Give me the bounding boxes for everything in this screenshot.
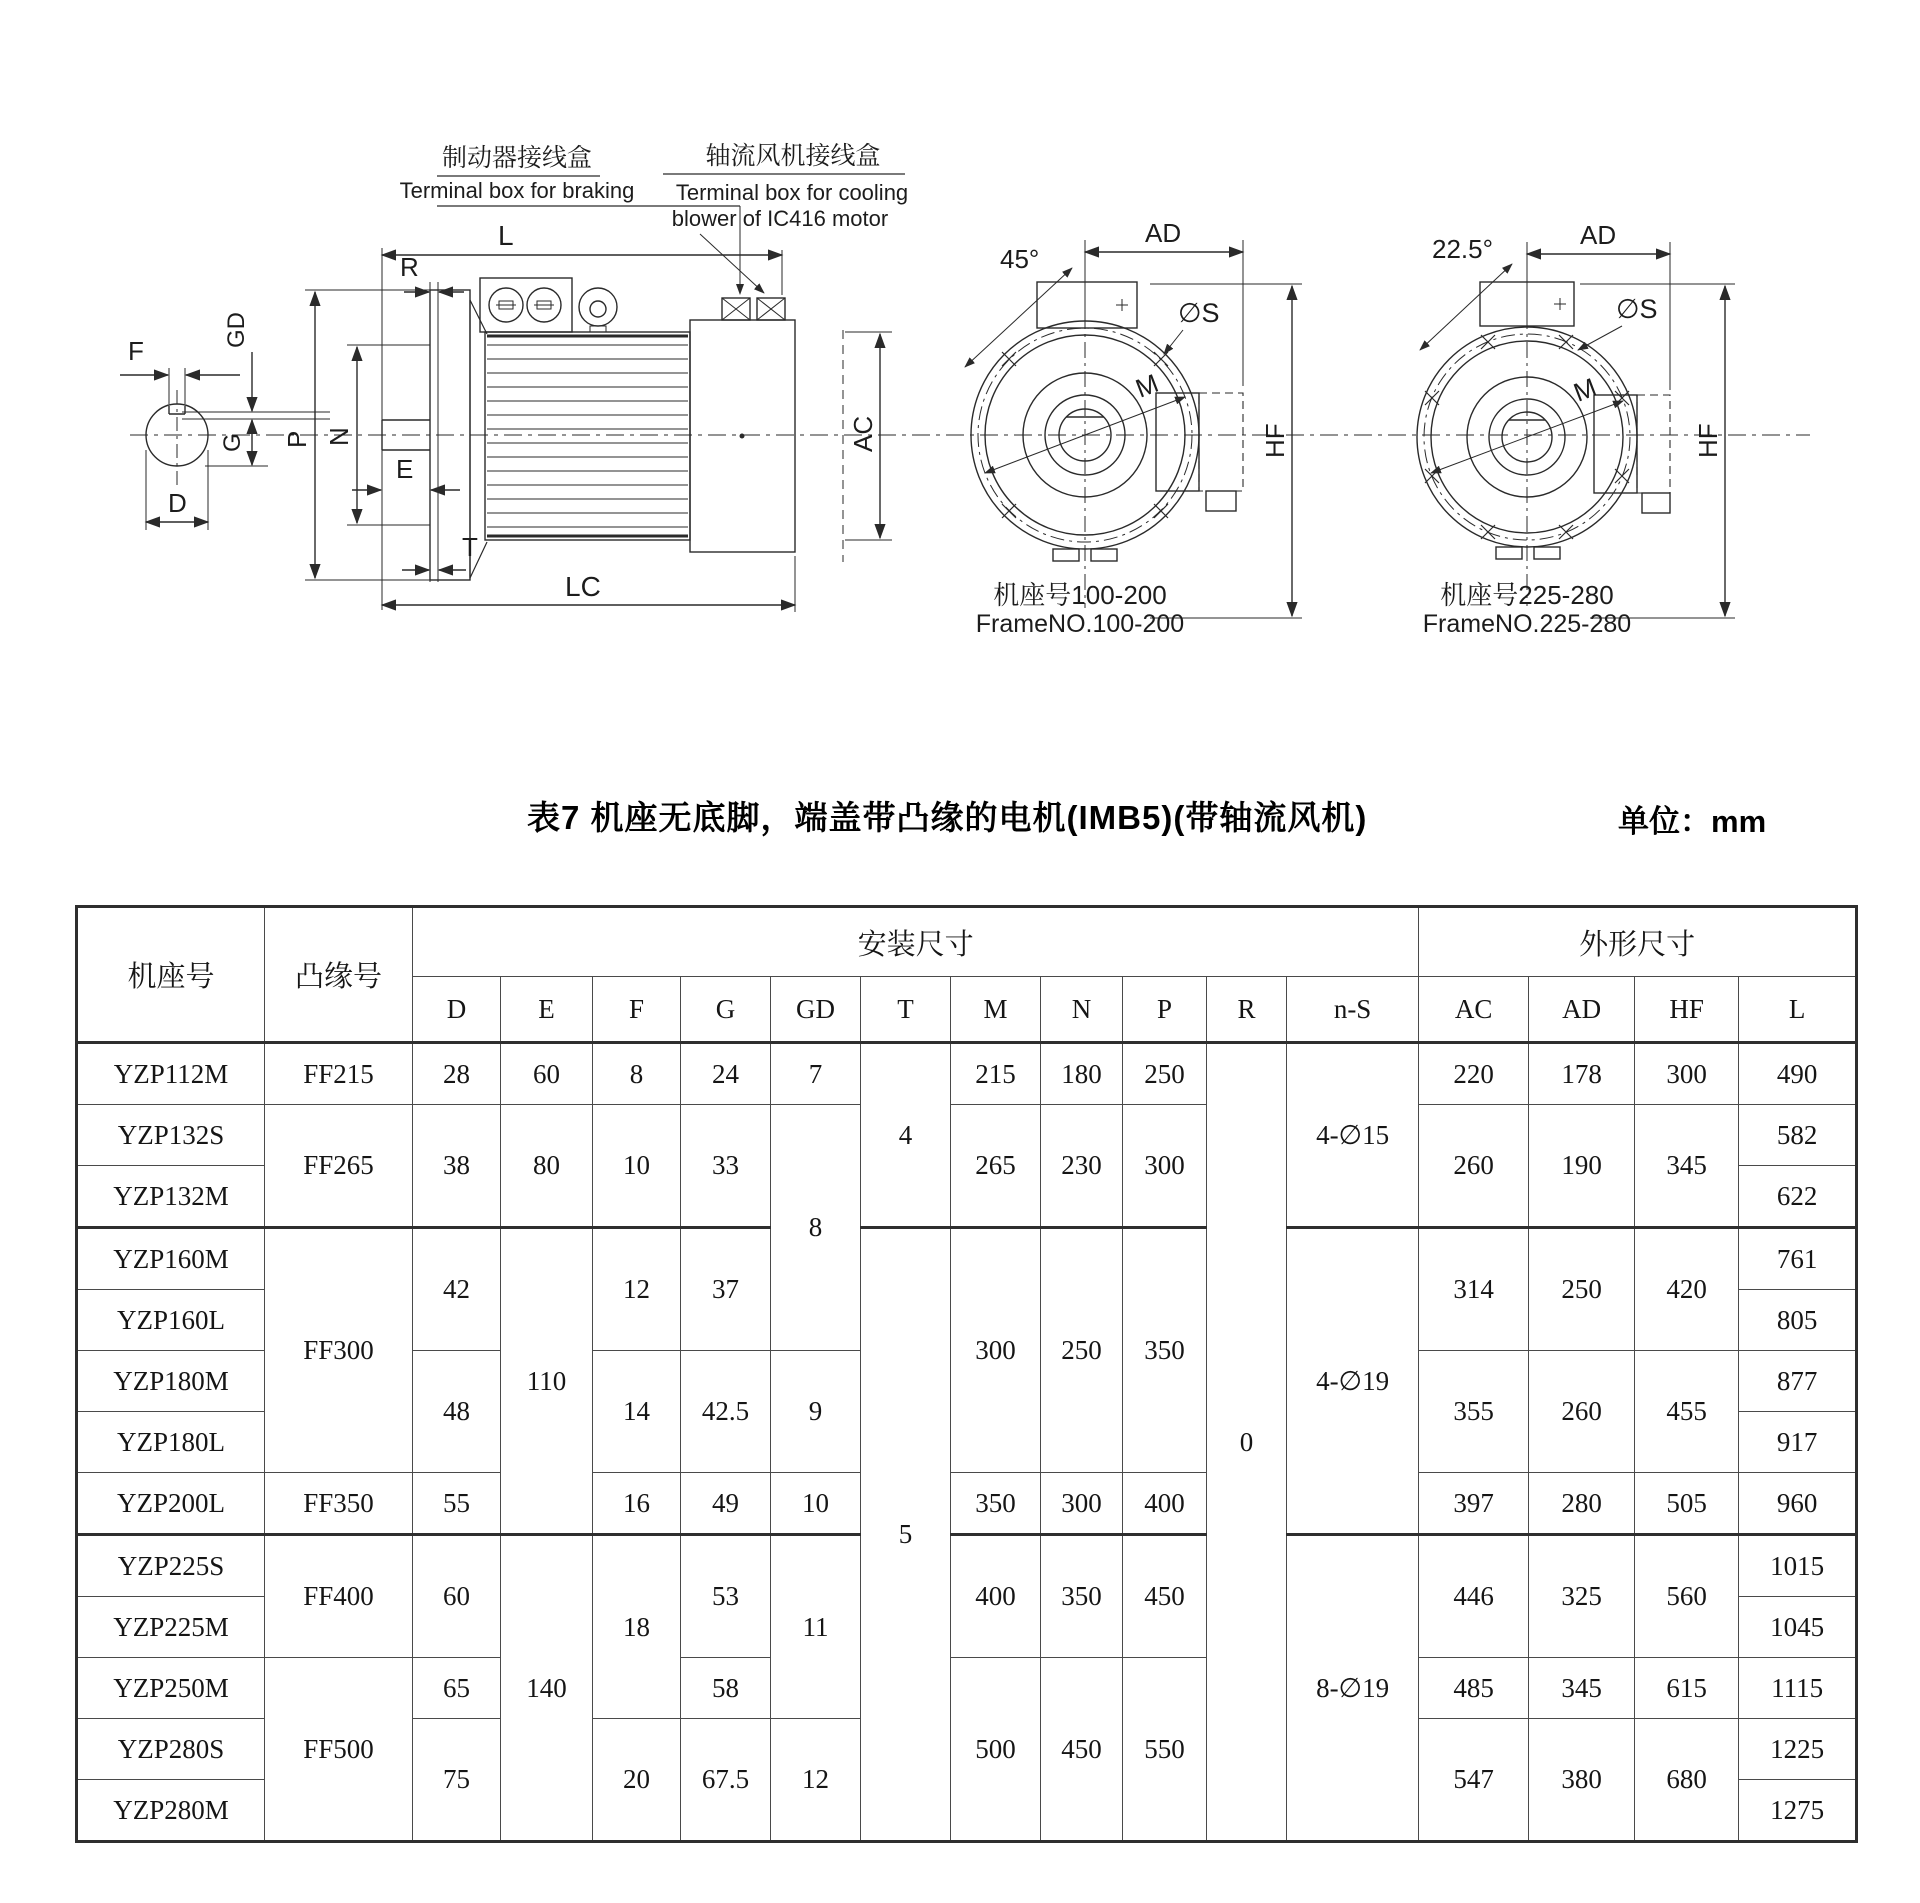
cell-T: 4 [861, 1043, 951, 1228]
cell-F: 20 [593, 1719, 681, 1842]
cell-L: 761 [1739, 1228, 1857, 1290]
cell-D: 65 [413, 1658, 501, 1719]
dim-AD-1: AD [1145, 218, 1182, 248]
dim-AC: AC [848, 415, 878, 452]
dim-L: L [498, 220, 514, 251]
header-P: P [1123, 977, 1207, 1043]
cell-D: 48 [413, 1351, 501, 1473]
cell-AC: 260 [1419, 1105, 1529, 1228]
cell-M: 265 [951, 1105, 1041, 1228]
dim-S-1: ∅S [1178, 298, 1220, 328]
dim-N: N [324, 427, 354, 446]
cell-M: 500 [951, 1658, 1041, 1842]
cell-AC: 397 [1419, 1473, 1529, 1535]
cell-AC: 547 [1419, 1719, 1529, 1842]
cell-F: 16 [593, 1473, 681, 1535]
cell-F: 8 [593, 1043, 681, 1105]
cell-nS: 8-∅19 [1287, 1535, 1419, 1842]
side-view [282, 142, 908, 612]
cell-D: 42 [413, 1228, 501, 1351]
header-nS: n-S [1287, 977, 1419, 1043]
cell-model: YZP280M [77, 1780, 265, 1842]
end-view-frame225-280 [1417, 220, 1735, 638]
cell-P: 450 [1123, 1535, 1207, 1658]
dim-P: P [282, 430, 312, 448]
cell-flange: FF350 [265, 1473, 413, 1535]
cell-GD: 10 [771, 1473, 861, 1535]
motor-dimension-drawing [0, 0, 1920, 700]
table-row [77, 1043, 1857, 1105]
cell-T: 5 [861, 1228, 951, 1842]
cell-N: 250 [1041, 1228, 1123, 1473]
table-row [77, 1473, 1857, 1535]
cell-flange: FF265 [265, 1105, 413, 1228]
cell-L: 1115 [1739, 1658, 1857, 1719]
dim-M-1: M [1131, 367, 1163, 404]
cell-D: 60 [413, 1535, 501, 1658]
cell-N: 230 [1041, 1105, 1123, 1228]
header-G: G [681, 977, 771, 1043]
cell-G: 37 [681, 1228, 771, 1351]
cell-HF: 420 [1635, 1228, 1739, 1351]
dim-LC: LC [565, 571, 601, 602]
cell-M: 400 [951, 1535, 1041, 1658]
cell-N: 350 [1041, 1535, 1123, 1658]
cell-HF: 680 [1635, 1719, 1739, 1842]
cell-E: 110 [501, 1228, 593, 1535]
dim-R: R [400, 252, 419, 282]
cell-L: 805 [1739, 1290, 1857, 1351]
shaft-detail [120, 312, 330, 530]
cell-G: 67.5 [681, 1719, 771, 1842]
cell-GD: 9 [771, 1351, 861, 1473]
cell-model: YZP280S [77, 1719, 265, 1780]
header-E: E [501, 977, 593, 1043]
cell-P: 350 [1123, 1228, 1207, 1473]
cell-L: 1045 [1739, 1597, 1857, 1658]
cell-L: 960 [1739, 1473, 1857, 1535]
blower-box-label-en2: blower of IC416 motor [671, 206, 889, 231]
dim-F: F [128, 336, 144, 366]
cell-model: YZP250M [77, 1658, 265, 1719]
brake-box-label-zh: 制动器接线盒 [441, 144, 593, 172]
cell-E: 60 [501, 1043, 593, 1105]
brake-box-label-en: Terminal box for braking [399, 178, 635, 203]
table-row [77, 1228, 1857, 1290]
dim-E: E [396, 454, 414, 484]
cell-R: 0 [1207, 1043, 1287, 1842]
dim-GD: GD [223, 312, 250, 348]
cell-P: 300 [1123, 1105, 1207, 1228]
cell-AC: 446 [1419, 1535, 1529, 1658]
dim-angle-22-5: 22.5° [1432, 234, 1494, 264]
header-outline-group: 外形尺寸 [1419, 907, 1857, 977]
cell-L: 490 [1739, 1043, 1857, 1105]
dim-AD-2: AD [1580, 220, 1617, 250]
cell-AC: 355 [1419, 1351, 1529, 1473]
dimension-table [75, 905, 1858, 1843]
cell-AD: 250 [1529, 1228, 1635, 1351]
table-row [77, 1105, 1857, 1166]
cell-HF: 455 [1635, 1351, 1739, 1473]
table-title: 表7 机座无底脚，端盖带凸缘的电机(IMB5)(带轴流风机) [527, 799, 1368, 836]
cell-N: 300 [1041, 1473, 1123, 1535]
cell-P: 400 [1123, 1473, 1207, 1535]
cell-AC: 220 [1419, 1043, 1529, 1105]
cell-F: 12 [593, 1228, 681, 1351]
cell-L: 877 [1739, 1351, 1857, 1412]
cell-GD: 11 [771, 1535, 861, 1719]
cell-HF: 300 [1635, 1043, 1739, 1105]
header-D: D [413, 977, 501, 1043]
header-mount-group: 安装尺寸 [413, 907, 1419, 977]
cell-model: YZP225S [77, 1535, 265, 1597]
dim-HF-1: HF [1260, 423, 1290, 458]
cell-G: 53 [681, 1535, 771, 1658]
cell-AD: 325 [1529, 1535, 1635, 1658]
frame225-280-caption-en: FrameNO.225-280 [1422, 610, 1632, 638]
cell-D: 28 [413, 1043, 501, 1105]
cell-flange: FF500 [265, 1658, 413, 1842]
cell-L: 917 [1739, 1412, 1857, 1473]
dim-S-2: ∅S [1616, 294, 1658, 324]
cell-AC: 485 [1419, 1658, 1529, 1719]
dim-G: G [219, 433, 246, 452]
cell-model: YZP132S [77, 1105, 265, 1166]
cell-F: 18 [593, 1535, 681, 1719]
cell-G: 33 [681, 1105, 771, 1228]
cell-P: 250 [1123, 1043, 1207, 1105]
table-row [77, 1535, 1857, 1597]
frame225-280-caption-zh: 机座号225-280 [1440, 580, 1614, 610]
header-AD: AD [1529, 977, 1635, 1043]
cell-GD: 7 [771, 1043, 861, 1105]
end-view-frame100-200 [965, 218, 1302, 638]
cell-model: YZP112M [77, 1043, 265, 1105]
cell-HF: 345 [1635, 1105, 1739, 1228]
header-F: F [593, 977, 681, 1043]
cell-AD: 190 [1529, 1105, 1635, 1228]
cell-M: 350 [951, 1473, 1041, 1535]
blower-box-callout [663, 142, 908, 293]
frame100-200-caption-zh: 机座号100-200 [993, 580, 1167, 610]
unit-label: 单位：mm [1618, 804, 1767, 839]
dim-angle-45: 45° [1000, 244, 1040, 274]
cell-AD: 345 [1529, 1658, 1635, 1719]
cell-M: 215 [951, 1043, 1041, 1105]
cell-flange: FF215 [265, 1043, 413, 1105]
cell-N: 180 [1041, 1043, 1123, 1105]
header-M: M [951, 977, 1041, 1043]
header-R: R [1207, 977, 1287, 1043]
cell-AD: 260 [1529, 1351, 1635, 1473]
cell-G: 49 [681, 1473, 771, 1535]
cell-model: YZP132M [77, 1166, 265, 1228]
dim-T: T [462, 532, 478, 562]
cell-L: 1275 [1739, 1780, 1857, 1842]
cell-D: 75 [413, 1719, 501, 1842]
cell-flange: FF400 [265, 1535, 413, 1658]
cell-AD: 178 [1529, 1043, 1635, 1105]
cell-AD: 380 [1529, 1719, 1635, 1842]
header-L: L [1739, 977, 1857, 1043]
cell-HF: 615 [1635, 1658, 1739, 1719]
cell-N: 450 [1041, 1658, 1123, 1842]
cell-HF: 505 [1635, 1473, 1739, 1535]
cell-F: 10 [593, 1105, 681, 1228]
blower-box-label-zh: 轴流风机接线盒 [705, 142, 881, 170]
cell-model: YZP180L [77, 1412, 265, 1473]
cell-nS: 4-∅19 [1287, 1228, 1419, 1535]
cell-GD: 12 [771, 1719, 861, 1842]
cell-AC: 314 [1419, 1228, 1529, 1351]
cell-L: 582 [1739, 1105, 1857, 1166]
cooling-fins [487, 345, 688, 527]
frame100-200-caption-en: FrameNO.100-200 [975, 610, 1185, 638]
cell-D: 38 [413, 1105, 501, 1228]
cell-E: 140 [501, 1535, 593, 1842]
dim-M-2: M [1569, 371, 1601, 408]
cell-G: 42.5 [681, 1351, 771, 1473]
cell-GD: 8 [771, 1105, 861, 1351]
cell-model: YZP180M [77, 1351, 265, 1412]
cell-L: 622 [1739, 1166, 1857, 1228]
cell-G: 24 [681, 1043, 771, 1105]
dim-D: D [168, 488, 187, 518]
header-AC: AC [1419, 977, 1529, 1043]
cell-M: 300 [951, 1228, 1041, 1473]
cell-model: YZP160L [77, 1290, 265, 1351]
cell-HF: 560 [1635, 1535, 1739, 1658]
header-T: T [861, 977, 951, 1043]
cell-E: 80 [501, 1105, 593, 1228]
cell-L: 1015 [1739, 1535, 1857, 1597]
header-GD: GD [771, 977, 861, 1043]
dim-HF-2: HF [1693, 423, 1723, 458]
cell-P: 550 [1123, 1658, 1207, 1842]
header-N: N [1041, 977, 1123, 1043]
cell-G: 58 [681, 1658, 771, 1719]
cell-L: 1225 [1739, 1719, 1857, 1780]
cell-model: YZP160M [77, 1228, 265, 1290]
cell-F: 14 [593, 1351, 681, 1473]
cell-flange: FF300 [265, 1228, 413, 1473]
cell-nS: 4-∅15 [1287, 1043, 1419, 1228]
cell-AD: 280 [1529, 1473, 1635, 1535]
cell-model: YZP200L [77, 1473, 265, 1535]
cell-D: 55 [413, 1473, 501, 1535]
blower-box-label-en1: Terminal box for cooling [675, 180, 909, 205]
header-HF: HF [1635, 977, 1739, 1043]
table-row [77, 1658, 1857, 1719]
header-flange: 凸缘号 [265, 907, 413, 1043]
cell-model: YZP225M [77, 1597, 265, 1658]
header-frame: 机座号 [77, 907, 265, 1043]
